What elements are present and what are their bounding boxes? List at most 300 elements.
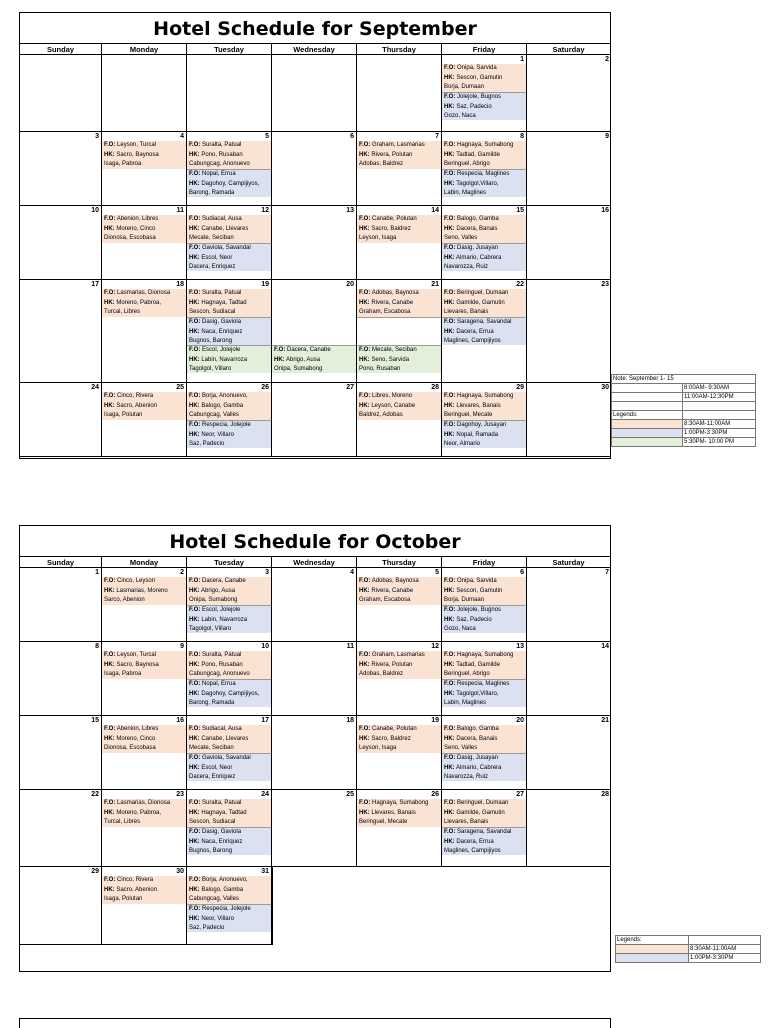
shift-role-label: HK: bbox=[189, 180, 200, 187]
staff-names: Tagolgol,Villaro, bbox=[456, 690, 499, 697]
staff-names: Mecate, Seciban bbox=[189, 745, 234, 751]
legend-swatch bbox=[612, 402, 683, 411]
shift-block-blue bbox=[187, 904, 271, 932]
day-number: 22 bbox=[91, 791, 99, 798]
shift-line bbox=[444, 587, 526, 597]
shift-block-peach bbox=[102, 392, 186, 420]
day-number: 7 bbox=[435, 133, 439, 140]
staff-names: Graham, Escabosa bbox=[359, 309, 411, 315]
day-cell bbox=[527, 642, 611, 716]
shift-line bbox=[444, 651, 526, 661]
shift-role-label: F.O: bbox=[189, 877, 201, 883]
staff-names: Abenion, Libres bbox=[116, 216, 159, 222]
shift-line bbox=[104, 215, 186, 225]
day-number: 8 bbox=[520, 133, 524, 140]
shift-line bbox=[359, 725, 441, 735]
day-cell bbox=[102, 206, 187, 280]
staff-names: Cinco, Leyson bbox=[117, 578, 156, 584]
shift-line bbox=[444, 160, 526, 169]
shift-line bbox=[444, 263, 526, 271]
shift-role-label: F.O: bbox=[359, 578, 371, 584]
day-number: 16 bbox=[176, 717, 184, 724]
day-number: 4 bbox=[350, 569, 354, 576]
shift-line bbox=[444, 431, 526, 441]
shift-line bbox=[444, 189, 526, 197]
september-grid bbox=[20, 44, 610, 457]
day-cell bbox=[442, 55, 527, 132]
day-cell bbox=[527, 790, 611, 867]
staff-names: Suralta, Patual bbox=[202, 142, 242, 148]
shift-line bbox=[444, 170, 526, 180]
staff-names: Adobas, Baldrez bbox=[359, 671, 404, 677]
shift-line bbox=[189, 392, 271, 402]
staff-names: Sescon, Gamutin bbox=[456, 74, 503, 81]
staff-names: Sescon, Sudiacal bbox=[189, 309, 236, 315]
shift-role-label: HK: bbox=[444, 735, 455, 742]
shift-line bbox=[189, 318, 271, 328]
shift-line bbox=[104, 587, 186, 597]
empty-cell bbox=[442, 867, 527, 945]
shift-block-peach bbox=[102, 141, 186, 169]
staff-names: Dionosa, Escobasa bbox=[104, 235, 156, 241]
shift-block-blue bbox=[442, 243, 526, 271]
day-number: 18 bbox=[346, 717, 354, 724]
staff-names: Adobas, Baldrez bbox=[359, 161, 404, 167]
staff-names: Hagnaya, Sumabong bbox=[372, 800, 429, 806]
staff-names: Sescon, Gamutin bbox=[456, 587, 503, 594]
shift-role-label: HK: bbox=[359, 356, 370, 363]
day-number: 27 bbox=[346, 384, 354, 391]
staff-names: Dacera, Errua bbox=[456, 838, 494, 845]
day-number: 2 bbox=[605, 56, 609, 63]
day-cell bbox=[187, 642, 272, 716]
shift-role-label: HK: bbox=[189, 402, 200, 409]
staff-names: Respecia, Maglines bbox=[457, 171, 510, 177]
shift-line bbox=[189, 799, 271, 809]
shift-line bbox=[189, 577, 271, 587]
legend-time: 11:00AM-12:30PM bbox=[683, 393, 756, 402]
staff-names: Moreno, Cinco bbox=[116, 735, 156, 742]
day-cell bbox=[20, 280, 102, 383]
september-legend bbox=[611, 374, 756, 447]
day-cell bbox=[357, 642, 442, 716]
shift-role-label: F.O: bbox=[189, 422, 201, 428]
shift-line bbox=[444, 735, 526, 745]
shift-line bbox=[444, 754, 526, 764]
shift-role-label: F.O: bbox=[104, 800, 116, 806]
shift-role-label: F.O: bbox=[104, 216, 116, 222]
day-number: 7 bbox=[605, 569, 609, 576]
staff-names: Beringuel, Mecate bbox=[359, 819, 408, 825]
shift-role-label: F.O: bbox=[274, 347, 286, 353]
shift-role-label: F.O: bbox=[444, 290, 456, 296]
day-number: 23 bbox=[176, 791, 184, 798]
day-number: 29 bbox=[516, 384, 524, 391]
shift-role-label: F.O: bbox=[444, 142, 456, 148]
staff-names: Gamilde, Gamutin bbox=[456, 299, 505, 306]
staff-names: Canabe, Llevares bbox=[201, 735, 249, 742]
shift-line bbox=[189, 895, 271, 904]
shift-line bbox=[359, 365, 441, 373]
shift-role-label: F.O: bbox=[189, 347, 201, 353]
shift-line bbox=[359, 141, 441, 151]
shift-line bbox=[189, 189, 271, 197]
shift-role-label: HK: bbox=[104, 735, 115, 742]
staff-names: Lasmarias, Dionosa bbox=[117, 290, 171, 296]
shift-role-label: F.O: bbox=[104, 726, 116, 732]
shift-role-label: HK: bbox=[189, 356, 200, 363]
shift-block-peach bbox=[102, 651, 186, 679]
shift-role-label: F.O: bbox=[359, 800, 371, 806]
staff-names: Libres, Moreno bbox=[372, 393, 413, 399]
day-number: 21 bbox=[431, 281, 439, 288]
shift-line bbox=[444, 670, 526, 679]
shift-block-blue bbox=[442, 605, 526, 633]
shift-line bbox=[189, 356, 271, 366]
day-cell bbox=[102, 280, 187, 383]
staff-names: Dacera, Enriquez bbox=[189, 774, 236, 780]
staff-names: Graham, Lasmarias bbox=[372, 142, 425, 148]
shift-role-label: F.O: bbox=[359, 347, 371, 353]
shift-block-peach bbox=[357, 392, 441, 420]
weekday-header: Saturday bbox=[527, 557, 611, 568]
staff-names: Saragena, Savandal bbox=[457, 829, 512, 835]
staff-names: Abrigo, Ausa bbox=[201, 587, 236, 594]
shift-block-green bbox=[272, 345, 356, 373]
shift-role-label: HK: bbox=[444, 838, 455, 845]
staff-names: Escol, Neor bbox=[201, 764, 233, 771]
shift-role-label: HK: bbox=[444, 402, 455, 409]
shift-block-blue bbox=[187, 243, 271, 271]
shift-line bbox=[444, 625, 526, 633]
shift-line bbox=[104, 809, 186, 819]
day-cell bbox=[20, 790, 102, 867]
staff-names: Navarozza, Ruiz bbox=[444, 774, 489, 780]
staff-names: Graham, Escabosa bbox=[359, 597, 411, 603]
staff-names: Balogo, Gamba bbox=[457, 726, 499, 732]
staff-names: Dasig, Gaviola bbox=[202, 829, 242, 835]
shift-role-label: F.O: bbox=[189, 290, 201, 296]
legend-swatch-peach bbox=[616, 945, 689, 954]
shift-line bbox=[189, 365, 271, 373]
september-calendar bbox=[19, 12, 611, 459]
shift-block-peach bbox=[187, 577, 271, 605]
shift-role-label: F.O: bbox=[189, 829, 201, 835]
shift-block-peach bbox=[357, 651, 441, 679]
legend-time: 8:00AM- 9:30AM bbox=[683, 384, 756, 393]
staff-names: Dacera, Canabe bbox=[287, 347, 331, 353]
shift-block-blue bbox=[187, 679, 271, 707]
legend-empty bbox=[683, 411, 756, 420]
shift-line bbox=[104, 651, 186, 661]
shift-role-label: HK: bbox=[189, 587, 200, 594]
day-number: 4 bbox=[180, 133, 184, 140]
day-cell bbox=[187, 383, 272, 457]
shift-role-label: F.O: bbox=[444, 755, 456, 761]
shift-line bbox=[444, 725, 526, 735]
staff-names: Gaviola, Savandal bbox=[202, 245, 251, 251]
shift-role-label: HK: bbox=[359, 735, 370, 742]
shift-line bbox=[444, 799, 526, 809]
shift-line bbox=[189, 661, 271, 671]
staff-names: Saz, Padecio bbox=[456, 616, 492, 623]
staff-names: Sacro, Baynosa bbox=[116, 151, 159, 158]
shift-line bbox=[444, 392, 526, 402]
shift-line bbox=[189, 690, 271, 700]
staff-names: Dacera, Banais bbox=[456, 735, 498, 742]
staff-names: Nopal, Errua bbox=[202, 681, 236, 687]
staff-names: Saz, Padecio bbox=[456, 103, 492, 110]
day-number: 20 bbox=[346, 281, 354, 288]
shift-line bbox=[444, 337, 526, 345]
shift-role-label: F.O: bbox=[444, 216, 456, 222]
staff-names: Tagolgol,Villaro, bbox=[456, 180, 499, 187]
day-number: 5 bbox=[435, 569, 439, 576]
staff-names: Onipa, Sarvida bbox=[457, 578, 497, 584]
day-cell bbox=[357, 790, 442, 867]
staff-names: Beringuel, Mecate bbox=[444, 412, 493, 418]
staff-names: Rivera, Polutan bbox=[371, 151, 413, 158]
shift-line bbox=[444, 180, 526, 190]
shift-line bbox=[444, 93, 526, 103]
day-number: 11 bbox=[346, 643, 354, 650]
day-cell bbox=[272, 206, 357, 280]
staff-names: Isaga, Pabroa bbox=[104, 161, 142, 167]
shift-role-label: F.O: bbox=[444, 607, 456, 613]
legend-heading: Legends: bbox=[616, 936, 689, 945]
staff-names: Beringuel, Abrigo bbox=[444, 161, 490, 167]
shift-block-peach bbox=[187, 289, 271, 317]
shift-line bbox=[444, 847, 526, 855]
shift-role-label: HK: bbox=[104, 299, 115, 306]
shift-line bbox=[189, 670, 271, 679]
shift-line bbox=[444, 83, 526, 92]
day-number: 17 bbox=[91, 281, 99, 288]
staff-names: Onipa, Sumabong bbox=[274, 366, 323, 372]
shift-line bbox=[189, 421, 271, 431]
staff-names: Llevares, Banais bbox=[456, 402, 501, 409]
shift-role-label: HK: bbox=[189, 254, 200, 261]
staff-names: Cinco, Rivera bbox=[117, 393, 154, 399]
shift-block-blue bbox=[187, 317, 271, 345]
shift-role-label: F.O: bbox=[359, 142, 371, 148]
day-number: 30 bbox=[176, 868, 184, 875]
staff-names: Respecia, Jolejole bbox=[202, 422, 251, 428]
shift-role-label: HK: bbox=[444, 225, 455, 232]
shift-line bbox=[189, 440, 271, 448]
staff-names: Saz, Padecio bbox=[189, 925, 225, 931]
october-grid bbox=[20, 557, 610, 945]
weekday-header: Wednesday bbox=[272, 557, 357, 568]
day-cell bbox=[102, 642, 187, 716]
cell-spacer bbox=[272, 289, 356, 345]
staff-names: Bugnos, Barong bbox=[189, 848, 233, 854]
day-number: 26 bbox=[431, 791, 439, 798]
staff-names: Nopal, Errua bbox=[202, 171, 236, 177]
shift-line bbox=[444, 421, 526, 431]
legend-empty bbox=[689, 936, 761, 945]
shift-role-label: HK: bbox=[104, 151, 115, 158]
shift-line bbox=[189, 818, 271, 827]
day-number: 15 bbox=[516, 207, 524, 214]
day-number: 25 bbox=[176, 384, 184, 391]
shift-role-label: F.O: bbox=[444, 681, 456, 687]
shift-line bbox=[444, 616, 526, 626]
day-number: 18 bbox=[176, 281, 184, 288]
shift-role-label: F.O: bbox=[359, 290, 371, 296]
shift-block-blue bbox=[187, 420, 271, 448]
shift-line bbox=[189, 735, 271, 745]
day-cell bbox=[442, 790, 527, 867]
shift-line bbox=[104, 876, 186, 886]
staff-names: Hagnaya, Tadtad bbox=[201, 299, 247, 306]
shift-role-label: F.O: bbox=[359, 216, 371, 222]
shift-block-peach bbox=[187, 725, 271, 753]
shift-line bbox=[189, 299, 271, 309]
weekday-header: Sunday bbox=[20, 44, 102, 55]
shift-line bbox=[189, 625, 271, 633]
day-cell bbox=[20, 568, 102, 642]
day-cell bbox=[272, 568, 357, 642]
weekday-header: Monday bbox=[102, 557, 187, 568]
day-cell bbox=[272, 716, 357, 790]
staff-names: Tadtad, Gamilde bbox=[456, 661, 500, 668]
next-calendar-edge bbox=[19, 1018, 611, 1028]
day-number: 12 bbox=[261, 207, 269, 214]
staff-names: Escol, Neor bbox=[201, 254, 233, 261]
weekday-header: Thursday bbox=[357, 44, 442, 55]
shift-line bbox=[189, 308, 271, 317]
day-cell bbox=[527, 206, 611, 280]
staff-names: Leyson, Canabe bbox=[371, 402, 416, 409]
day-number: 19 bbox=[431, 717, 439, 724]
staff-names: Borja, Anonuevo, bbox=[202, 877, 248, 883]
staff-names: Mecate, Seciban bbox=[189, 235, 234, 241]
shift-block-blue bbox=[442, 169, 526, 197]
shift-role-label: F.O: bbox=[444, 422, 456, 428]
day-number: 21 bbox=[601, 717, 609, 724]
shift-line bbox=[104, 725, 186, 735]
shift-role-label: HK: bbox=[189, 328, 200, 335]
staff-names: Sacro, Abenion bbox=[116, 886, 158, 893]
shift-line bbox=[104, 577, 186, 587]
shift-line bbox=[274, 346, 356, 356]
shift-role-label: HK: bbox=[444, 431, 455, 438]
day-number: 11 bbox=[176, 207, 184, 214]
shift-line bbox=[444, 744, 526, 753]
shift-line bbox=[359, 661, 441, 671]
staff-names: Dasig, Jusayan bbox=[457, 245, 499, 251]
day-cell bbox=[442, 132, 527, 206]
shift-block-green bbox=[187, 345, 271, 373]
staff-names: Onipa, Sumabong bbox=[189, 597, 238, 603]
shift-role-label: F.O: bbox=[189, 393, 201, 399]
day-number: 28 bbox=[431, 384, 439, 391]
day-cell bbox=[527, 132, 611, 206]
staff-names: Escol, Jolejole bbox=[202, 347, 241, 353]
staff-names: Neor, Almario bbox=[444, 441, 481, 447]
staff-names: Cabungcag, Anonuevo bbox=[189, 161, 250, 167]
day-cell bbox=[357, 132, 442, 206]
shift-role-label: HK: bbox=[189, 886, 200, 893]
day-number: 30 bbox=[601, 384, 609, 391]
shift-block-peach bbox=[187, 215, 271, 243]
day-cell bbox=[20, 132, 102, 206]
day-number: 26 bbox=[261, 384, 269, 391]
shift-role-label: HK: bbox=[444, 809, 455, 816]
day-cell bbox=[272, 132, 357, 206]
shift-block-peach bbox=[102, 577, 186, 605]
legend-swatch-peach bbox=[612, 420, 683, 429]
legend-time: 8:30AM-11:00AM bbox=[683, 420, 756, 429]
staff-names: Maglines, Campijiyos bbox=[444, 848, 501, 854]
shift-line bbox=[189, 828, 271, 838]
shift-role-label: HK: bbox=[444, 103, 455, 110]
day-cell bbox=[442, 280, 527, 383]
shift-line bbox=[359, 402, 441, 412]
shift-line bbox=[189, 141, 271, 151]
day-cell bbox=[272, 642, 357, 716]
staff-names: Cabungcag, Valles bbox=[189, 896, 239, 902]
staff-names: Tagolgol, Villaro bbox=[189, 366, 232, 372]
shift-role-label: F.O: bbox=[189, 755, 201, 761]
shift-block-peach bbox=[187, 876, 271, 904]
shift-line bbox=[104, 234, 186, 243]
staff-names: Abrigo, Ausa bbox=[286, 356, 321, 363]
weekday-header: Monday bbox=[102, 44, 187, 55]
shift-role-label: F.O: bbox=[104, 290, 116, 296]
staff-names: Labin, Navarroza bbox=[201, 616, 248, 623]
shift-line bbox=[444, 215, 526, 225]
day-cell bbox=[20, 716, 102, 790]
shift-role-label: F.O: bbox=[189, 681, 201, 687]
staff-names: Saragena, Savandal bbox=[457, 319, 512, 325]
shift-block-blue bbox=[187, 753, 271, 781]
staff-names: Rivera, Canabe bbox=[371, 299, 414, 306]
shift-line bbox=[104, 160, 186, 169]
weekday-header: Wednesday bbox=[272, 44, 357, 55]
shift-line bbox=[189, 254, 271, 264]
staff-names: Navarozza, Ruiz bbox=[444, 264, 489, 270]
day-number: 28 bbox=[601, 791, 609, 798]
october-legend bbox=[615, 935, 761, 963]
staff-names: Balogo, Gamba bbox=[457, 216, 499, 222]
staff-names: Labin, Maglines bbox=[444, 700, 487, 706]
shift-line bbox=[104, 151, 186, 161]
legend-time: 5:30PM- 10:00 PM bbox=[683, 438, 756, 447]
shift-line bbox=[359, 151, 441, 161]
shift-line bbox=[104, 299, 186, 309]
legend-swatch bbox=[612, 393, 683, 402]
staff-names: Lasmarias, Moreno bbox=[116, 587, 168, 594]
shift-block-peach bbox=[357, 289, 441, 317]
shift-line bbox=[189, 886, 271, 896]
shift-line bbox=[104, 596, 186, 605]
staff-names: Borja, Dumaan bbox=[444, 597, 485, 603]
shift-block-blue bbox=[187, 169, 271, 197]
shift-role-label: F.O: bbox=[444, 726, 456, 732]
shift-line bbox=[189, 180, 271, 190]
staff-names: Sacro, Baldrez bbox=[371, 735, 411, 742]
staff-names: Balogo, Gamba bbox=[201, 402, 244, 409]
shift-role-label: HK: bbox=[189, 764, 200, 771]
shift-role-label: F.O: bbox=[444, 319, 456, 325]
shift-line bbox=[189, 244, 271, 254]
shift-line bbox=[189, 289, 271, 299]
day-number: 8 bbox=[95, 643, 99, 650]
shift-line bbox=[104, 818, 186, 827]
shift-line bbox=[444, 234, 526, 243]
